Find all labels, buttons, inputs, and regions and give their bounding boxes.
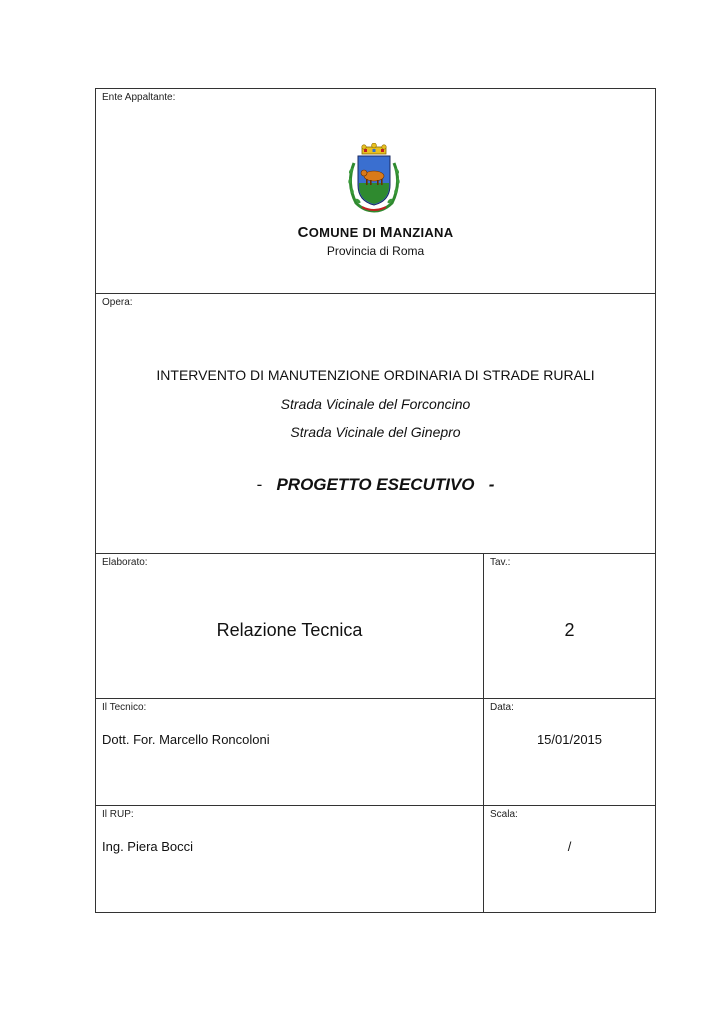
comune-text-2: ANZIANA [392, 225, 454, 240]
rup-section [96, 806, 655, 912]
tav-value: 2 [564, 620, 575, 640]
elaborato-label: Elaborato: [102, 557, 148, 568]
progetto-dash-right: - [488, 475, 495, 494]
data-value: 15/01/2015 [536, 732, 603, 747]
progetto-esecutivo [96, 475, 655, 495]
opera-section [96, 294, 655, 554]
data-label: Data: [490, 702, 514, 713]
comune-initial-c: C [297, 224, 309, 241]
comune-initial-m: M [380, 224, 393, 241]
tecnico-divider [483, 699, 484, 805]
strada-ginepro: Strada Vicinale del Ginepro [290, 424, 461, 440]
rup-value: Ing. Piera Bocci [102, 839, 194, 854]
opera-label: Opera: [102, 297, 133, 308]
elaborato-value: Relazione Tecnica [216, 620, 363, 640]
ente-appaltante-label: Ente Appaltante: [102, 92, 176, 103]
tecnico-label: Il Tecnico: [102, 702, 147, 713]
opera-title: INTERVENTO DI MANUTENZIONE ORDINARIA DI STRADE RURALI [156, 367, 595, 383]
strada-forconcino: Strada Vicinale del Forconcino [280, 396, 471, 412]
provincia-text: Provincia di Roma [326, 244, 425, 258]
progetto-label: PROGETTO ESECUTIVO [276, 475, 475, 494]
title-block [95, 88, 656, 913]
crown-icon [362, 143, 386, 154]
comune-crest-icon [342, 143, 406, 215]
rup-divider [483, 806, 484, 912]
tecnico-value: Dott. For. Marcello Roncoloni [102, 732, 270, 747]
comune-name [96, 224, 655, 241]
elaborato-section [96, 554, 655, 699]
tav-label: Tav.: [490, 557, 511, 568]
comune-text-1: OMUNE DI [308, 225, 377, 240]
scala-label: Scala: [490, 809, 518, 820]
tecnico-section [96, 699, 655, 806]
scala-value: / [567, 839, 572, 854]
rup-label: Il RUP: [102, 809, 134, 820]
ente-appaltante-section [96, 89, 655, 294]
progetto-dash-left: - [256, 475, 263, 494]
